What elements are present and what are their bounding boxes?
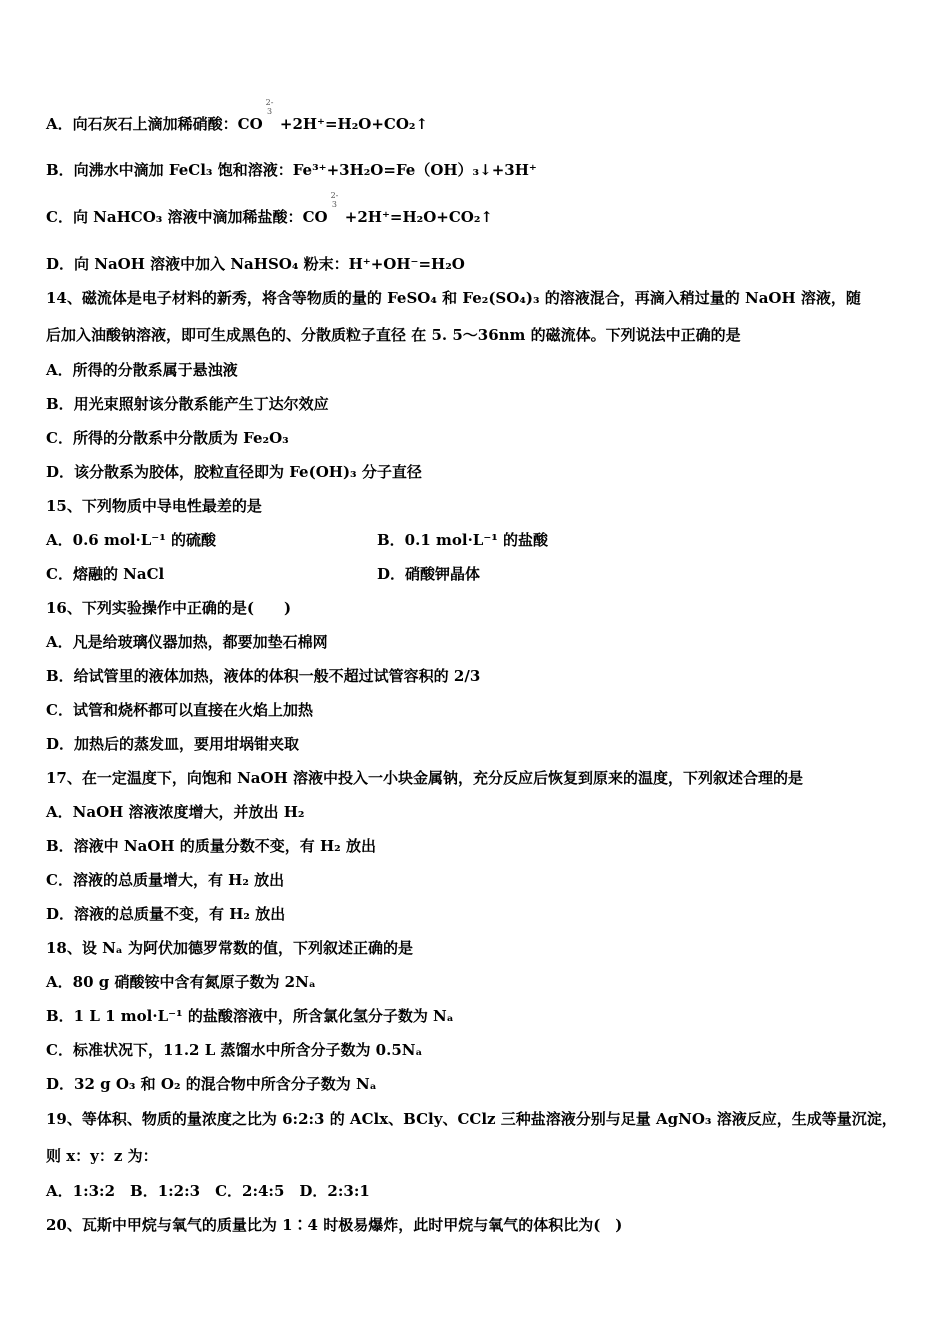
q13-c-text: C．向 NaHCO₃ 溶液中滴加稀盐酸：: [46, 208, 303, 226]
q13-option-b: B．向沸水中滴加 FeCl₃ 饱和溶液：Fe³⁺+3H₂O=Fe（OH）₃↓+3H⁺: [46, 161, 537, 179]
q13-option-a: [46, 98, 429, 134]
q15-option-d: D．硝酸钾晶体: [377, 565, 481, 583]
q18-option-a: A．80 g 硝酸铵中含有氮原子数为 2Nₐ: [46, 973, 316, 991]
q13-option-d: D．向 NaOH 溶液中加入 NaHSO₄ 粉末：H⁺+OH⁻=H₂O: [46, 255, 465, 273]
q13-a-rest: +2H⁺=H₂O+CO₂↑: [274, 115, 429, 133]
q13-c-rest: +2H⁺=H₂O+CO₂↑: [339, 208, 493, 226]
q15-option-c: C．熔融的 NaCl: [46, 565, 165, 583]
q16-option-b: B．给试管里的液体加热，液体的体积一般不超过试管容积的 2/3: [46, 667, 481, 685]
q13-a-text: A．向石灰石上滴加稀硝酸：: [46, 115, 238, 133]
q16-option-d: D．加热后的蒸发皿，要用坩埚钳夹取: [46, 735, 300, 753]
carbonate-ion: [302, 191, 339, 227]
q18-stem: 18、设 Nₐ 为阿伏加德罗常数的值，下列叙述正确的是: [46, 939, 414, 957]
q15-option-b: B．0.1 mol·L⁻¹ 的盐酸: [377, 531, 549, 549]
q13-a-ion: CO: [237, 115, 263, 133]
q16-option-c: C．试管和烧杯都可以直接在火焰上加热: [46, 701, 313, 719]
q20-stem: 20、瓦斯中甲烷与氧气的质量比为 1∶4 时极易爆炸，此时甲烷与氧气的体积比为( ): [46, 1216, 623, 1234]
q13-c-charge: 2- 3: [330, 191, 339, 209]
q18-option-d: D．32 g O₃ 和 O₂ 的混合物中所含分子数为 Nₐ: [46, 1075, 377, 1093]
q14-option-c: C．所得的分散系中分散质为 Fe₂O₃: [46, 429, 289, 447]
q13-c-ion: CO: [302, 208, 328, 226]
q15-stem: 15、下列物质中导电性最差的是: [46, 497, 262, 515]
q16-stem: 16、下列实验操作中正确的是( ): [46, 599, 292, 617]
q17-option-c: C．溶液的总质量增大，有 H₂ 放出: [46, 871, 285, 889]
q19-stem-line1: 19、等体积、物质的量浓度之比为 6:2:3 的 AClx、BCly、CClz 三种盐溶液分别与足量 AgNO₃ 溶液反应，生成等量沉淀，: [46, 1110, 897, 1128]
q17-option-d: D．溶液的总质量不变，有 H₂ 放出: [46, 905, 286, 923]
q16-option-a: A．凡是给玻璃仪器加热，都要加垫石棉网: [46, 633, 328, 651]
q18-option-c: C．标准状况下，11.2 L 蒸馏水中所含分子数为 0.5Nₐ: [46, 1041, 423, 1059]
q17-stem: 17、在一定温度下，向饱和 NaOH 溶液中投入一小块金属钠，充分反应后恢复到原来的温度，下列叙述合理的是: [46, 769, 803, 787]
q14-option-a: A．所得的分散系属于悬浊液: [46, 361, 238, 379]
q13-option-c: [46, 191, 493, 227]
q19-options: A．1:3:2 B．1:2:3 C．2:4:5 D．2:3:1: [46, 1182, 370, 1200]
q14-option-d: D．该分散系为胶体，胶粒直径即为 Fe(OH)₃ 分子直径: [46, 463, 422, 481]
q14-stem-line1: 14、磁流体是电子材料的新秀，将含等物质的量的 FeSO₄ 和 Fe₂(SO₄)₃ 的溶液混合，再滴入稍过量的 NaOH 溶液，随: [46, 289, 861, 307]
q17-option-b: B．溶液中 NaOH 的质量分数不变，有 H₂ 放出: [46, 837, 376, 855]
q14-option-b: B．用光束照射该分散系能产生丁达尔效应: [46, 395, 329, 413]
q17-option-a: A．NaOH 溶液浓度增大，并放出 H₂: [46, 803, 305, 821]
q14-stem-line2: 后加入油酸钠溶液，即可生成黑色的、分散质粒子直径 在 5. 5～36nm 的磁流体。下列说法中正确的是: [46, 326, 741, 344]
q15-option-a: A．0.6 mol·L⁻¹ 的硫酸: [46, 531, 217, 549]
q18-option-b: B．1 L 1 mol·L⁻¹ 的盐酸溶液中，所含氯化氢分子数为 Nₐ: [46, 1007, 454, 1025]
q13-a-charge: 2- 3: [265, 98, 274, 116]
carbonate-ion: [237, 98, 274, 134]
q19-stem-line2: 则 x：y：z 为：: [46, 1147, 158, 1165]
